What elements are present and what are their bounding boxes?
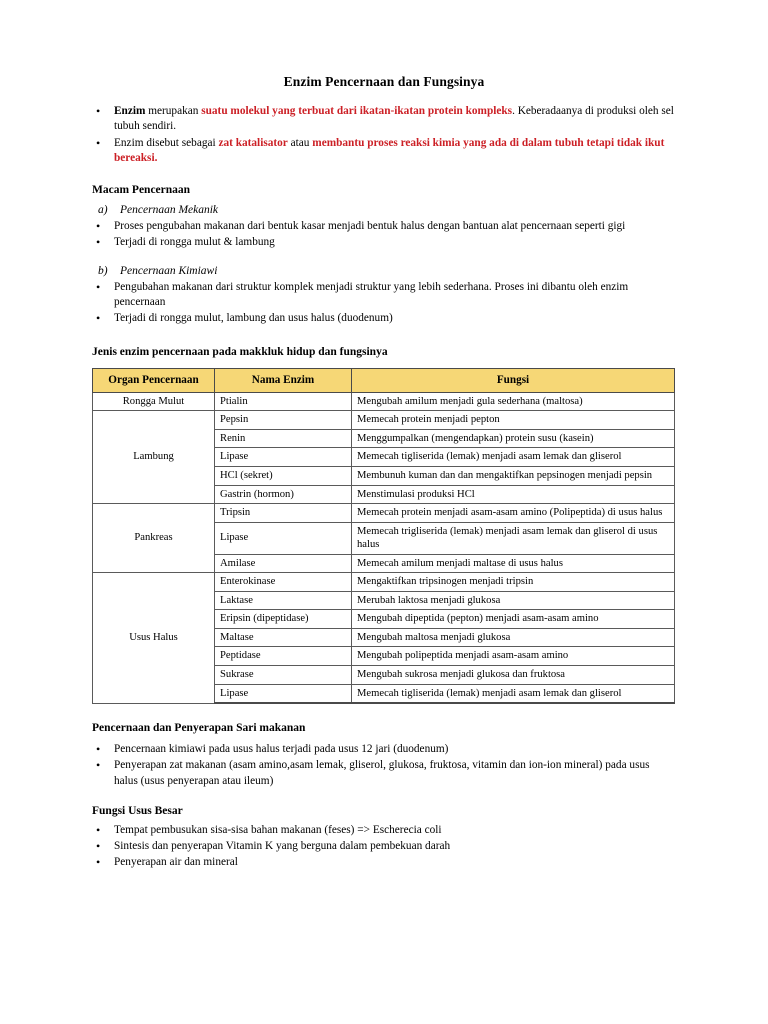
section-heading-jenis-enzim: Jenis enzim pencernaan pada makkluk hidup dan fungsinya [92,346,388,359]
cell-fungsi: Memecah protein menjadi pepton [352,411,675,430]
text-segment: . Keberadaanya di produksi oleh sel tubuh sendiri. [114,105,674,133]
ordered-group-bullets [92,280,676,327]
cell-enzim: Peptidase [215,647,352,666]
table-row [93,573,675,592]
cell-fungsi: Memecah protein menjadi asam-asam amino (Polipeptida) di usus halus [352,504,675,523]
list-item [92,104,676,135]
cell-fungsi: Memecah tigliserida (lemak) menjadi asam lemak dan gliserol [352,448,675,467]
enzyme-table-header [93,369,675,392]
list-item [92,136,676,167]
penyerapan-bullet-list [92,742,676,789]
text-segment: membantu proses reaksi kimia yang ada di dalam tubuh tetapi tidak ikut bereaksi. [114,136,665,164]
table-row [93,392,675,411]
cell-fungsi: Merubah laktosa menjadi glukosa [352,591,675,610]
column-header-fungsi: Fungsi [352,369,675,392]
list-item: • Sintesis dan penyerapan Vitamin K yang berguna dalam pembekuan darah [92,839,676,854]
ordered-group-label [92,265,676,277]
cell-fungsi: Memecah tigliserida (lemak) menjadi asam lemak dan gliserol [352,684,675,703]
column-header-organ: Organ Pencernaan [93,369,215,392]
cell-enzim: Ptialin [215,392,352,411]
ordered-group-bullets [92,219,676,251]
section-heading-usus-besar: Fungsi Usus Besar [92,804,183,817]
ordered-group [92,204,676,251]
list-marker: a) [98,204,108,217]
cell-fungsi: Mengubah polipeptida menjadi asam-asam amino [352,647,675,666]
list-marker: b) [98,264,108,277]
enzyme-table-body [93,392,675,703]
cell-organ: Rongga Mulut [93,392,215,411]
cell-fungsi: Mengubah sukrosa menjadi glukosa dan fruktosa [352,665,675,684]
text-segment: atau [287,136,313,149]
list-item: • Penyerapan zat makanan (asam amino,asam lemak, gliserol, glukosa, fruktosa, vitamin dan ion-ion mineral) pada usus halus (usus penyerapan atau ileum) [92,758,676,789]
cell-fungsi: Memecah amilum menjadi maltase di usus halus [352,554,675,573]
ordered-group-text: Pencernaan Mekanik [120,204,219,217]
usus-besar-bullet-list [92,823,676,871]
cell-enzim: Laktase [215,591,352,610]
cell-enzim: Gastrin (hormon) [215,485,352,504]
cell-fungsi: Mengubah amilum menjadi gula sederhana (maltosa) [352,392,675,411]
list-item: • Tempat pembusukan sisa-sisa bahan makanan (feses) => Escherecia coli [92,823,676,838]
list-item: • Pencernaan kimiawi pada usus halus terjadi pada usus 12 jari (duodenum) [92,742,676,757]
cell-organ: Pankreas [93,504,215,573]
cell-fungsi: Menstimulasi produksi HCl [352,485,675,504]
cell-enzim: Lipase [215,522,352,554]
list-item: • Pengubahan makanan dari struktur komplek menjadi struktur yang lebih sederhana. Proses ini dibantu oleh enzim pencernaan [92,280,676,311]
cell-organ: Usus Halus [93,573,215,703]
page-title: Enzim Pencernaan dan Fungsinya [283,74,485,89]
ordered-group-text: Pencernaan Kimiawi [120,264,218,277]
text-segment: zat katalisator [218,136,288,149]
cell-fungsi: Menggumpalkan (mengendapkan) protein susu (kasein) [352,429,675,448]
section-heading-macam-pencernaan: Macam Pencernaan [92,184,191,197]
cell-enzim: Eripsin (dipeptidase) [215,610,352,629]
cell-enzim: Lipase [215,684,352,703]
cell-enzim: Renin [215,429,352,448]
intro-bullet-list [92,104,676,166]
cell-fungsi: Mengubah dipeptida (pepton) menjadi asam-asam amino [352,610,675,629]
table-row [93,411,675,430]
text-segment: Enzim disebut sebagai [114,136,219,149]
cell-enzim: HCl (sekret) [215,466,352,485]
text-segment: suatu molekul yang terbuat dari ikatan-ikatan protein kompleks [201,105,513,118]
cell-enzim: Lipase [215,448,352,467]
cell-enzim: Pepsin [215,411,352,430]
ordered-group-label [92,204,676,216]
column-header-enzim: Nama Enzim [215,369,352,392]
cell-enzim: Sukrase [215,665,352,684]
cell-enzim: Tripsin [215,504,352,523]
macam-pencernaan-groups [92,204,676,326]
section-heading-penyerapan: Pencernaan dan Penyerapan Sari makanan [92,722,306,735]
cell-fungsi: Membunuh kuman dan dan mengaktifkan pepsinogen menjadi pepsin [352,466,675,485]
table-header-row [93,369,675,392]
cell-fungsi: Mengubah maltosa menjadi glukosa [352,628,675,647]
cell-organ: Lambung [93,411,215,504]
document-content [92,74,676,872]
text-segment: Enzim [114,105,146,118]
cell-enzim: Enterokinase [215,573,352,592]
list-item: • Terjadi di rongga mulut, lambung dan usus halus (duodenum) [92,311,676,326]
list-item: • Terjadi di rongga mulut & lambung [92,235,676,250]
cell-fungsi: Memecah trigliserida (lemak) menjadi asam lemak dan gliserol di usus halus [352,522,675,554]
cell-fungsi: Mengaktifkan tripsinogen menjadi tripsin [352,573,675,592]
enzyme-table [92,368,675,704]
table-row [93,504,675,523]
cell-enzim: Amilase [215,554,352,573]
list-item: • Proses pengubahan makanan dari bentuk kasar menjadi bentuk halus dengan bantuan alat pencernaan seperti gigi [92,219,676,234]
cell-enzim: Maltase [215,628,352,647]
list-item: • Penyerapan air dan mineral [92,855,676,870]
ordered-group [92,265,676,327]
text-segment: merupakan [145,105,202,118]
